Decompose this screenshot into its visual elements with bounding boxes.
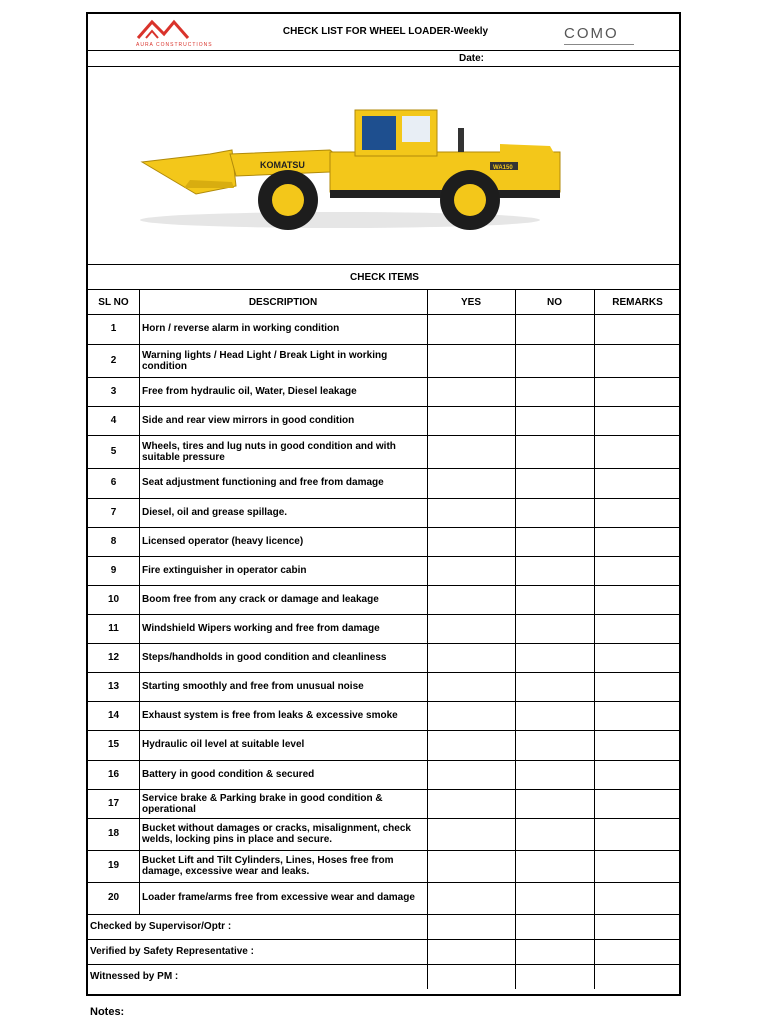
row-no-cell[interactable]	[515, 468, 594, 498]
row-no-cell[interactable]	[515, 730, 594, 760]
row-sl-no: 17	[107, 797, 120, 809]
table-row	[88, 643, 681, 672]
right-logo	[548, 22, 678, 48]
signoff-column-divider	[594, 914, 595, 939]
row-remarks-cell[interactable]	[594, 701, 681, 730]
row-yes-cell[interactable]	[427, 614, 515, 643]
row-remarks-cell[interactable]	[594, 585, 681, 614]
row-no-cell[interactable]	[515, 614, 594, 643]
row-no-cell[interactable]	[515, 760, 594, 789]
row-sl-no: 18	[107, 828, 120, 839]
section-title: CHECK ITEMS	[350, 272, 419, 283]
row-yes-cell[interactable]	[427, 789, 515, 818]
row-description: Windshield Wipers working and free from damage	[142, 622, 380, 634]
row-description: Horn / reverse alarm in working condition	[142, 323, 340, 334]
table-row	[88, 377, 681, 406]
row-no-cell[interactable]	[515, 672, 594, 701]
row-description: Starting smoothly and free from unusual noise	[142, 680, 364, 692]
row-yes-cell[interactable]	[427, 527, 515, 556]
row-sl-no: 14	[107, 709, 120, 721]
row-sl-no: 13	[107, 680, 120, 692]
row-description: Wheels, tires and lug nuts in good condition and with suitable pressure	[142, 440, 396, 463]
row-sl-no: 15	[107, 739, 120, 750]
row-remarks-cell[interactable]	[594, 344, 681, 377]
row-no-cell[interactable]	[515, 435, 594, 468]
row-description: Exhaust system is free from leaks & excessive smoke	[142, 709, 398, 721]
row-no-cell[interactable]	[515, 850, 594, 882]
row-yes-cell[interactable]	[427, 468, 515, 498]
row-no-cell[interactable]	[515, 789, 594, 818]
row-remarks-cell[interactable]	[594, 614, 681, 643]
row-sl-no: 20	[107, 892, 120, 903]
column-divider	[139, 289, 140, 914]
row-description: Free from hydraulic oil, Water, Diesel leakage	[142, 385, 357, 397]
row-remarks-cell[interactable]	[594, 556, 681, 585]
row-remarks-cell[interactable]	[594, 672, 681, 701]
row-sl-no: 7	[110, 506, 117, 518]
row-yes-cell[interactable]	[427, 760, 515, 789]
column-header: SL NO	[98, 297, 129, 308]
left-logo	[112, 16, 222, 52]
row-no-cell[interactable]	[515, 377, 594, 406]
row-yes-cell[interactable]	[427, 643, 515, 672]
row-remarks-cell[interactable]	[594, 314, 681, 344]
row-sl-no: 11	[108, 622, 119, 634]
row-description: Warning lights / Head Light / Break Light in working condition	[142, 349, 388, 372]
row-sl-no: 9	[110, 564, 117, 576]
row-sl-no: 4	[110, 414, 117, 426]
row-yes-cell[interactable]	[427, 882, 515, 914]
signoff-column-divider	[427, 964, 428, 989]
signoff-column-divider	[515, 914, 516, 939]
row-no-cell[interactable]	[515, 527, 594, 556]
date-label: Date:	[459, 53, 485, 64]
row-yes-cell[interactable]	[427, 406, 515, 435]
checklist-sheet	[86, 12, 681, 996]
signoff-column-divider	[427, 914, 428, 939]
row-no-cell[interactable]	[515, 406, 594, 435]
signoff-signature-field[interactable]	[427, 914, 594, 939]
table-row	[88, 672, 681, 701]
row-yes-cell[interactable]	[427, 818, 515, 850]
row-description: Steps/handholds in good condition and cleanliness	[142, 651, 387, 663]
row-remarks-cell[interactable]	[594, 377, 681, 406]
row-description: Bucket without damages or cracks, misalignment, check welds, locking pins in place and secure.	[142, 823, 411, 845]
table-row	[88, 850, 681, 882]
table-row	[88, 701, 681, 730]
row-remarks-cell[interactable]	[594, 850, 681, 882]
notes-label: Notes:	[90, 1006, 125, 1018]
signoff-signature-field[interactable]	[427, 964, 594, 989]
row-sl-no: 2	[110, 354, 117, 366]
row-no-cell[interactable]	[515, 701, 594, 730]
row-sl-no: 10	[107, 593, 120, 605]
row-yes-cell[interactable]	[427, 344, 515, 377]
table-row	[88, 435, 681, 468]
signoff-column-divider	[515, 964, 516, 989]
row-description: Fire extinguisher in operator cabin	[142, 564, 307, 576]
row-no-cell[interactable]	[515, 585, 594, 614]
row-yes-cell[interactable]	[427, 314, 515, 344]
table-row	[88, 585, 681, 614]
table-header-top-line	[88, 289, 681, 290]
row-sl-no: 16	[107, 768, 120, 780]
table-row	[88, 760, 681, 789]
row-remarks-cell[interactable]	[594, 498, 681, 527]
row-remarks-cell[interactable]	[594, 643, 681, 672]
table-row	[88, 882, 681, 914]
row-yes-cell[interactable]	[427, 730, 515, 760]
row-remarks-cell[interactable]	[594, 468, 681, 498]
row-no-cell[interactable]	[515, 882, 594, 914]
signoff-column-divider	[594, 964, 595, 989]
signoff-column-divider	[594, 939, 595, 964]
row-remarks-cell[interactable]	[594, 760, 681, 789]
table-row	[88, 614, 681, 643]
row-sl-no: 19	[107, 860, 120, 871]
signoff-column-divider	[515, 939, 516, 964]
row-no-cell[interactable]	[515, 314, 594, 344]
row-sl-no: 5	[110, 445, 117, 457]
machine-brand-label: KOMATSU	[260, 160, 305, 170]
table-row	[88, 730, 681, 760]
row-yes-cell[interactable]	[427, 850, 515, 882]
row-yes-cell[interactable]	[427, 556, 515, 585]
row-description: Hydraulic oil level at suitable level	[142, 739, 305, 750]
row-no-cell[interactable]	[515, 818, 594, 850]
row-no-cell[interactable]	[515, 556, 594, 585]
header-divider-right	[218, 50, 681, 51]
row-description: Bucket Lift and Tilt Cylinders, Lines, Hoses free from damage, excessive wear and leaks.	[142, 855, 394, 877]
row-remarks-cell[interactable]	[594, 882, 681, 914]
left-logo-text: AURA CONSTRUCTIONS	[136, 42, 213, 48]
signoff-column-divider	[427, 939, 428, 964]
right-logo-underline	[564, 44, 634, 45]
header-divider-left	[88, 50, 218, 51]
table-row	[88, 406, 681, 435]
row-no-cell[interactable]	[515, 498, 594, 527]
row-description: Loader frame/arms free from excessive wear and damage	[142, 892, 415, 903]
row-yes-cell[interactable]	[427, 377, 515, 406]
column-header: YES	[460, 297, 481, 308]
row-description: Side and rear view mirrors in good condition	[142, 414, 355, 426]
row-no-cell[interactable]	[515, 344, 594, 377]
table-row	[88, 314, 681, 344]
row-remarks-cell[interactable]	[594, 730, 681, 760]
column-header: DESCRIPTION	[248, 297, 318, 308]
row-yes-cell[interactable]	[427, 435, 515, 468]
signoff-signature-field[interactable]	[427, 939, 594, 964]
table-row	[88, 527, 681, 556]
column-divider	[515, 289, 516, 914]
row-yes-cell[interactable]	[427, 701, 515, 730]
row-remarks-cell[interactable]	[594, 527, 681, 556]
row-remarks-cell[interactable]	[594, 818, 681, 850]
image-divider	[88, 264, 681, 265]
row-remarks-cell[interactable]	[594, 789, 681, 818]
row-description: Seat adjustment functioning and free from damage	[142, 477, 384, 488]
row-sl-no: 1	[110, 323, 117, 334]
row-description: Service brake & Parking brake in good condition & operational	[142, 792, 383, 815]
row-description: Battery in good condition & secured	[142, 768, 315, 780]
wheel-loader-image	[140, 102, 580, 232]
table-row	[88, 344, 681, 377]
row-description: Diesel, oil and grease spillage.	[142, 506, 288, 518]
column-divider	[594, 289, 595, 914]
table-row	[88, 556, 681, 585]
row-sl-no: 6	[110, 477, 117, 488]
row-sl-no: 3	[110, 385, 117, 397]
signoff-label: Witnessed by PM :	[90, 971, 179, 982]
row-yes-cell[interactable]	[427, 672, 515, 701]
row-remarks-cell[interactable]	[594, 406, 681, 435]
right-logo-text: COMO	[564, 25, 619, 42]
row-description: Boom free from any crack or damage and leakage	[142, 593, 379, 605]
column-divider	[427, 289, 428, 914]
row-yes-cell[interactable]	[427, 585, 515, 614]
row-sl-no: 8	[110, 535, 117, 547]
table-row	[88, 468, 681, 498]
row-remarks-cell[interactable]	[594, 435, 681, 468]
column-header: REMARKS	[612, 297, 663, 308]
machine-model-label: WA150	[493, 165, 513, 171]
column-header: NO	[547, 297, 562, 308]
wheel-loader-icon	[140, 102, 580, 232]
table-row	[88, 789, 681, 818]
signoff-label: Verified by Safety Representative :	[90, 946, 254, 957]
table-row	[88, 818, 681, 850]
row-description: Licensed operator (heavy licence)	[142, 535, 304, 547]
page-title: CHECK LIST FOR WHEEL LOADER-Weekly	[282, 26, 489, 37]
signoff-label: Checked by Supervisor/Optr :	[90, 921, 232, 932]
date-row-divider	[88, 66, 681, 67]
table-row	[88, 498, 681, 527]
row-no-cell[interactable]	[515, 643, 594, 672]
row-yes-cell[interactable]	[427, 498, 515, 527]
row-sl-no: 12	[107, 651, 120, 663]
